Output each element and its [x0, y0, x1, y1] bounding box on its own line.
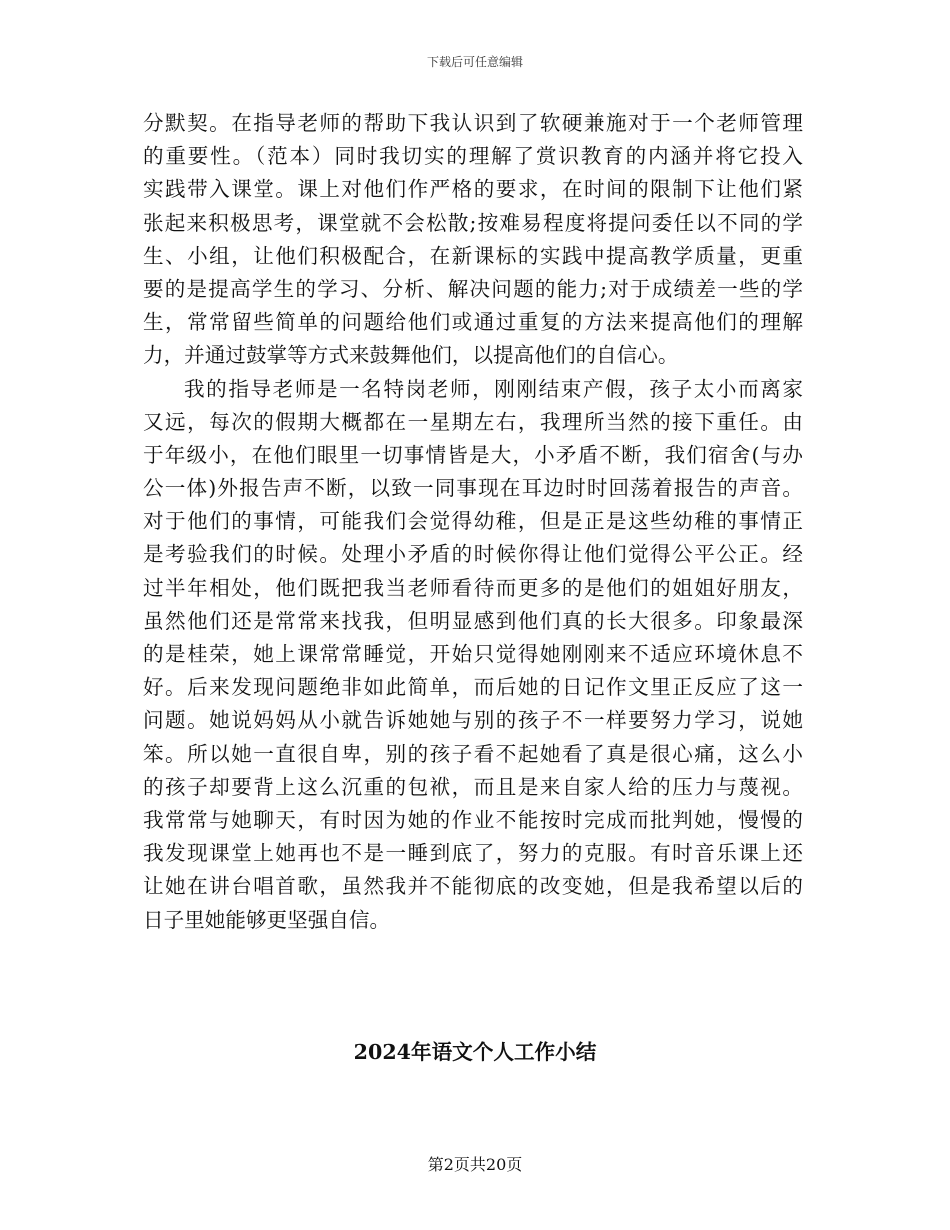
- text-line: 过半年相处，他们既把我当老师看待而更多的是他们的姐姐好朋友，: [143, 575, 803, 600]
- text-line: 力，并通过鼓掌等方式来鼓舞他们，以提高他们的自信心。: [143, 343, 679, 368]
- page-header: 下载后可任意编辑: [426, 55, 523, 69]
- paragraph-2: [143, 373, 803, 937]
- text-line: 对于他们的事情，可能我们会觉得幼稚，但是正是这些幼稚的事情正: [143, 509, 803, 534]
- text-line: 的孩子却要背上这么沉重的包袱，而且是来自家人给的压力与蔑视。: [143, 774, 803, 799]
- text-line: 要的是提高学生的学习、分析、解决问题的能力;对于成绩差一些的学: [143, 276, 803, 301]
- section-title: 2024年语文个人工作小结: [353, 1040, 597, 1064]
- text-line: 问题。她说妈妈从小就告诉她她与别的孩子不一样要努力学习，说她: [143, 708, 803, 733]
- text-line: 日子里她能够更坚强自信。: [143, 907, 391, 932]
- text-line: 实践带入课堂。课上对他们作严格的要求，在时间的限制下让他们紧: [143, 177, 803, 202]
- text-line: 公一体)外报告声不断，以致一同事现在耳边时时回荡着报告的声音。: [143, 476, 803, 501]
- text-line: 的重要性。（范本）同时我切实的理解了赏识教育的内涵并将它投入: [143, 144, 803, 169]
- paragraph-1: [143, 107, 803, 373]
- text-line: 是考验我们的时候。处理小矛盾的时候你得让他们觉得公平公正。经: [143, 542, 803, 567]
- text-line: 生、小组，让他们积极配合，在新课标的实践中提高教学质量，更重: [143, 243, 803, 268]
- text-line: 生，常常留些简单的问题给他们或通过重复的方法来提高他们的理解: [143, 310, 803, 335]
- text-line: 好。后来发现问题绝非如此简单，而后她的日记作文里正反应了这一: [143, 675, 803, 700]
- text-line: 我发现课堂上她再也不是一睡到底了，努力的克服。有时音乐课上还: [143, 841, 803, 866]
- text-line: 让她在讲台唱首歌，虽然我并不能彻底的改变她，但是我希望以后的: [143, 874, 803, 899]
- text-line: 于年级小，在他们眼里一切事情皆是大，小矛盾不断，我们宿舍(与办: [143, 442, 803, 467]
- page-footer: 第2页共20页: [427, 1155, 523, 1174]
- text-line: 又远，每次的假期大概都在一星期左右，我理所当然的接下重任。由: [143, 409, 803, 434]
- text-line: 笨。所以她一直很自卑，别的孩子看不起她看了真是很心痛，这么小: [143, 741, 803, 766]
- text-line: 我的指导老师是一名特岗老师，刚刚结束产假，孩子太小而离家: [184, 376, 803, 401]
- text-line: 的是桂荣，她上课常常睡觉，开始只觉得她刚刚来不适应环境休息不: [143, 642, 803, 666]
- text-line: 我常常与她聊天，有时因为她的作业不能按时完成而批判她，慢慢的: [143, 807, 803, 832]
- text-line: 张起来积极思考，课堂就不会松散;按难易程度将提问委任以不同的学: [143, 210, 803, 235]
- document-body: [143, 107, 803, 937]
- text-line: 虽然他们还是常常来找我，但明显感到他们真的长大很多。印象最深: [143, 608, 803, 633]
- text-line: 分默契。在指导老师的帮助下我认识到了软硬兼施对于一个老师管理: [143, 111, 803, 135]
